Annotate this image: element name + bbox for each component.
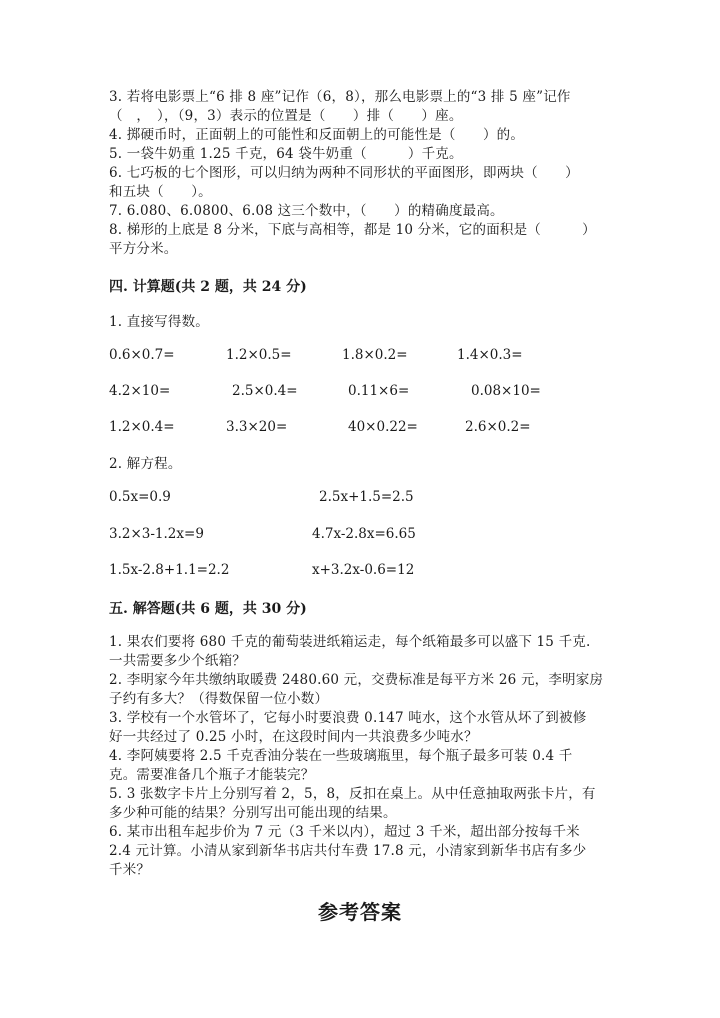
calc-q1-title: 1. 直接写得数。 xyxy=(109,314,209,330)
equation-item: x+3.2x-0.6=12 xyxy=(312,562,415,578)
fill-q4: 4. 掷硬币时，正面朝上的可能性和反面朝上的可能性是（ ）的。 xyxy=(109,127,525,143)
solve-q2-line2: 子约有多大？（得数保留一位小数） xyxy=(109,691,329,707)
solve-q6-line2: 2.4 元计算。小清从家到新华书店共付车费 17.8 元，小清家到新华书店有多少 xyxy=(109,843,587,859)
solve-q5-line2: 多少种可能的结果？分别写出可能出现的结果。 xyxy=(109,805,397,821)
fill-q6-line2: 和五块（ ）。 xyxy=(109,184,212,200)
calc-item: 0.6×0.7= xyxy=(109,347,175,363)
calc-item: 1.2×0.5= xyxy=(226,347,292,363)
calc-item: 1.8×0.2= xyxy=(342,347,408,363)
fill-q8-line1: 8. 梯形的上底是 8 分米，下底与高相等，都是 10 分米，它的面积是（ ） xyxy=(109,222,596,238)
calc-item: 4.2×10= xyxy=(109,383,171,399)
calc-item: 1.2×0.4= xyxy=(109,419,175,435)
fill-q6-line1: 6. 七巧板的七个图形，可以归纳为两种不同形状的平面图形，即两块（ ） xyxy=(109,165,579,181)
equation-item: 2.5x+1.5=2.5 xyxy=(319,489,414,505)
solve-q1-line1: 1. 果农们要将 680 千克的葡萄装进纸箱运走，每个纸箱最多可以盛下 15 千克. xyxy=(109,634,591,650)
solve-q3-line2: 好一共经过了 0.25 小时，在这段时间内一共浪费多少吨水？ xyxy=(109,729,478,745)
solve-q4-line2: 克。需要准备几个瓶子才能装完？ xyxy=(109,767,315,783)
solve-q6-line1: 6. 某市出租车起步价为 7 元（3 千米以内），超过 3 千米，超出部分按每千米 xyxy=(109,824,580,840)
fill-q7: 7. 6.080、6.0800、6.08 这三个数中，（ ）的精确度最高。 xyxy=(109,203,504,219)
solve-q4-line1: 4. 李阿姨要将 2.5 千克香油分装在一些玻璃瓶里，每个瓶子最多可装 0.4 千 xyxy=(109,748,573,764)
fill-q5: 5. 一袋牛奶重 1.25 千克，64 袋牛奶重（ ）千克。 xyxy=(109,146,463,162)
equation-item: 1.5x-2.8+1.1=2.2 xyxy=(109,562,230,578)
calc-item: 1.4×0.3= xyxy=(457,347,523,363)
solve-q5-line1: 5. 3 张数字卡片上分别写着 2，5，8，反扣在桌上。从中任意抽取两张卡片，有 xyxy=(109,786,596,802)
solve-q2-line1: 2. 李明家今年共缴纳取暖费 2480.60 元，交费标准是每平方米 26 元，李明家房 xyxy=(109,672,604,688)
section4-heading: 四. 计算题(共 2 题，共 24 分) xyxy=(109,279,307,295)
calc-item: 2.5×0.4= xyxy=(232,383,298,399)
solve-q3-line1: 3. 学校有一个水管坏了，它每小时要浪费 0.147 吨水，这个水管从坏了到被修 xyxy=(109,710,587,726)
calc-item: 0.08×10= xyxy=(471,383,541,399)
fill-q8-line2: 平方分米。 xyxy=(109,241,178,257)
fill-q3-line2: （ ， ），（9，3）表示的位置是（ ）排（ ）座。 xyxy=(109,108,463,124)
calc-item: 40×0.22= xyxy=(348,419,418,435)
solve-q6-line3: 千米？ xyxy=(109,862,151,878)
calc-q2-title: 2. 解方程。 xyxy=(109,456,182,472)
calc-item: 2.6×0.2= xyxy=(465,419,531,435)
calc-item: 0.11×6= xyxy=(348,383,410,399)
fill-q3-line1: 3. 若将电影票上“6 排 8 座”记作（6，8），那么电影票上的“3 排 5 座”记作 xyxy=(109,89,571,105)
calc-item: 3.3×20= xyxy=(226,419,288,435)
solve-q1-line2: 一共需要多少个纸箱？ xyxy=(109,653,246,669)
section5-heading: 五. 解答题(共 6 题，共 30 分) xyxy=(109,601,307,617)
equation-item: 4.7x-2.8x=6.65 xyxy=(312,526,416,542)
equation-item: 0.5x=0.9 xyxy=(109,489,171,505)
equation-item: 3.2×3-1.2x=9 xyxy=(109,526,204,542)
answer-section-title: 参考答案 xyxy=(318,900,402,924)
